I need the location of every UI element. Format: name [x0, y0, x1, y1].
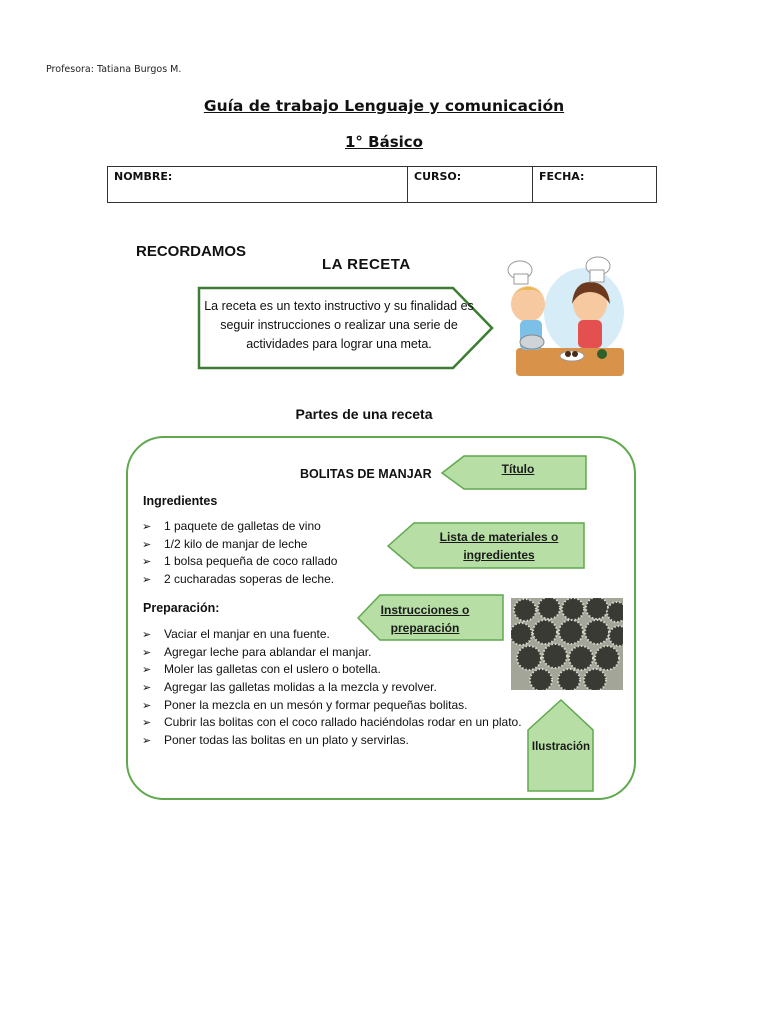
date-cell[interactable] [533, 167, 657, 203]
ingredients-list [142, 518, 337, 589]
arrow-bullet-icon: ➢ [142, 521, 152, 533]
list-item: ➢ 1 paquete de galletas de vino [142, 518, 337, 536]
recipe-title: BOLITAS DE MANJAR [300, 467, 432, 481]
arrow-bullet-icon: ➢ [142, 717, 152, 730]
definition-text: La receta es un texto instructivo y su finalidad es seguir instrucciones o realizar una serie de actividades para lograr una meta. [204, 299, 474, 351]
list-item: ➢ 2 cucharadas soperas de leche. [142, 571, 337, 589]
list-item: ➢ Vaciar el manjar en una fuente. [142, 626, 522, 644]
bolitas-photo [511, 598, 623, 690]
teacher-name: Profesora: Tatiana Burgos M. [46, 64, 182, 75]
kids-cooking-illustration [498, 254, 626, 382]
recordamos-heading: RECORDAMOS [136, 243, 247, 260]
list-item: ➢ 1/2 kilo de manjar de leche [142, 536, 337, 554]
illustration-label: Ilustración [531, 741, 591, 753]
arrow-bullet-icon: ➢ [142, 735, 152, 748]
ingredients-heading: Ingredientes [143, 494, 218, 508]
list-item: ➢ Moler las galletas con el uslero o botella. [142, 661, 522, 679]
arrow-bullet-icon: ➢ [142, 556, 152, 569]
arrow-bullet-icon: ➢ [142, 646, 152, 659]
name-cell[interactable] [108, 167, 408, 203]
arrow-bullet-icon: ➢ [142, 629, 152, 641]
student-info-table [107, 166, 657, 203]
list-item: ➢ Poner todas las bolitas en un plato y servirlas. [142, 732, 522, 750]
arrow-bullet-icon: ➢ [142, 699, 152, 712]
list-item: ➢ Agregar leche para ablandar el manjar. [142, 644, 522, 662]
course-label: CURSO: [414, 170, 462, 183]
arrow-bullet-icon: ➢ [142, 574, 152, 587]
arrow-bullet-icon: ➢ [142, 538, 152, 551]
grade-level: 1° Básico [345, 133, 423, 151]
la-receta-heading: LA RECETA [322, 256, 411, 273]
preparation-list [142, 626, 522, 750]
date-label: FECHA: [539, 170, 585, 183]
instructions-label: Instrucciones o preparación [380, 603, 470, 635]
title-label: Título [501, 462, 535, 476]
list-item: ➢ 1 bolsa pequeña de coco rallado [142, 553, 337, 571]
worksheet-title: Guía de trabajo Lenguaje y comunicación [203, 97, 565, 115]
preparation-heading: Preparación: [143, 601, 220, 615]
list-item: ➢ Poner la mezcla en un mesón y formar pequeñas bolitas. [142, 697, 522, 715]
list-item: ➢ Agregar las galletas molidas a la mezcla y revolver. [142, 679, 522, 697]
arrow-bullet-icon: ➢ [142, 682, 152, 695]
parts-heading: Partes de una receta [295, 406, 433, 422]
materials-label: Lista de materiales o ingredientes [439, 530, 559, 562]
name-label: NOMBRE: [114, 170, 173, 183]
course-cell[interactable] [408, 167, 533, 203]
arrow-bullet-icon: ➢ [142, 664, 152, 677]
list-item: ➢ Cubrir las bolitas con el coco rallado haciéndolas rodar en un plato. [142, 714, 522, 732]
